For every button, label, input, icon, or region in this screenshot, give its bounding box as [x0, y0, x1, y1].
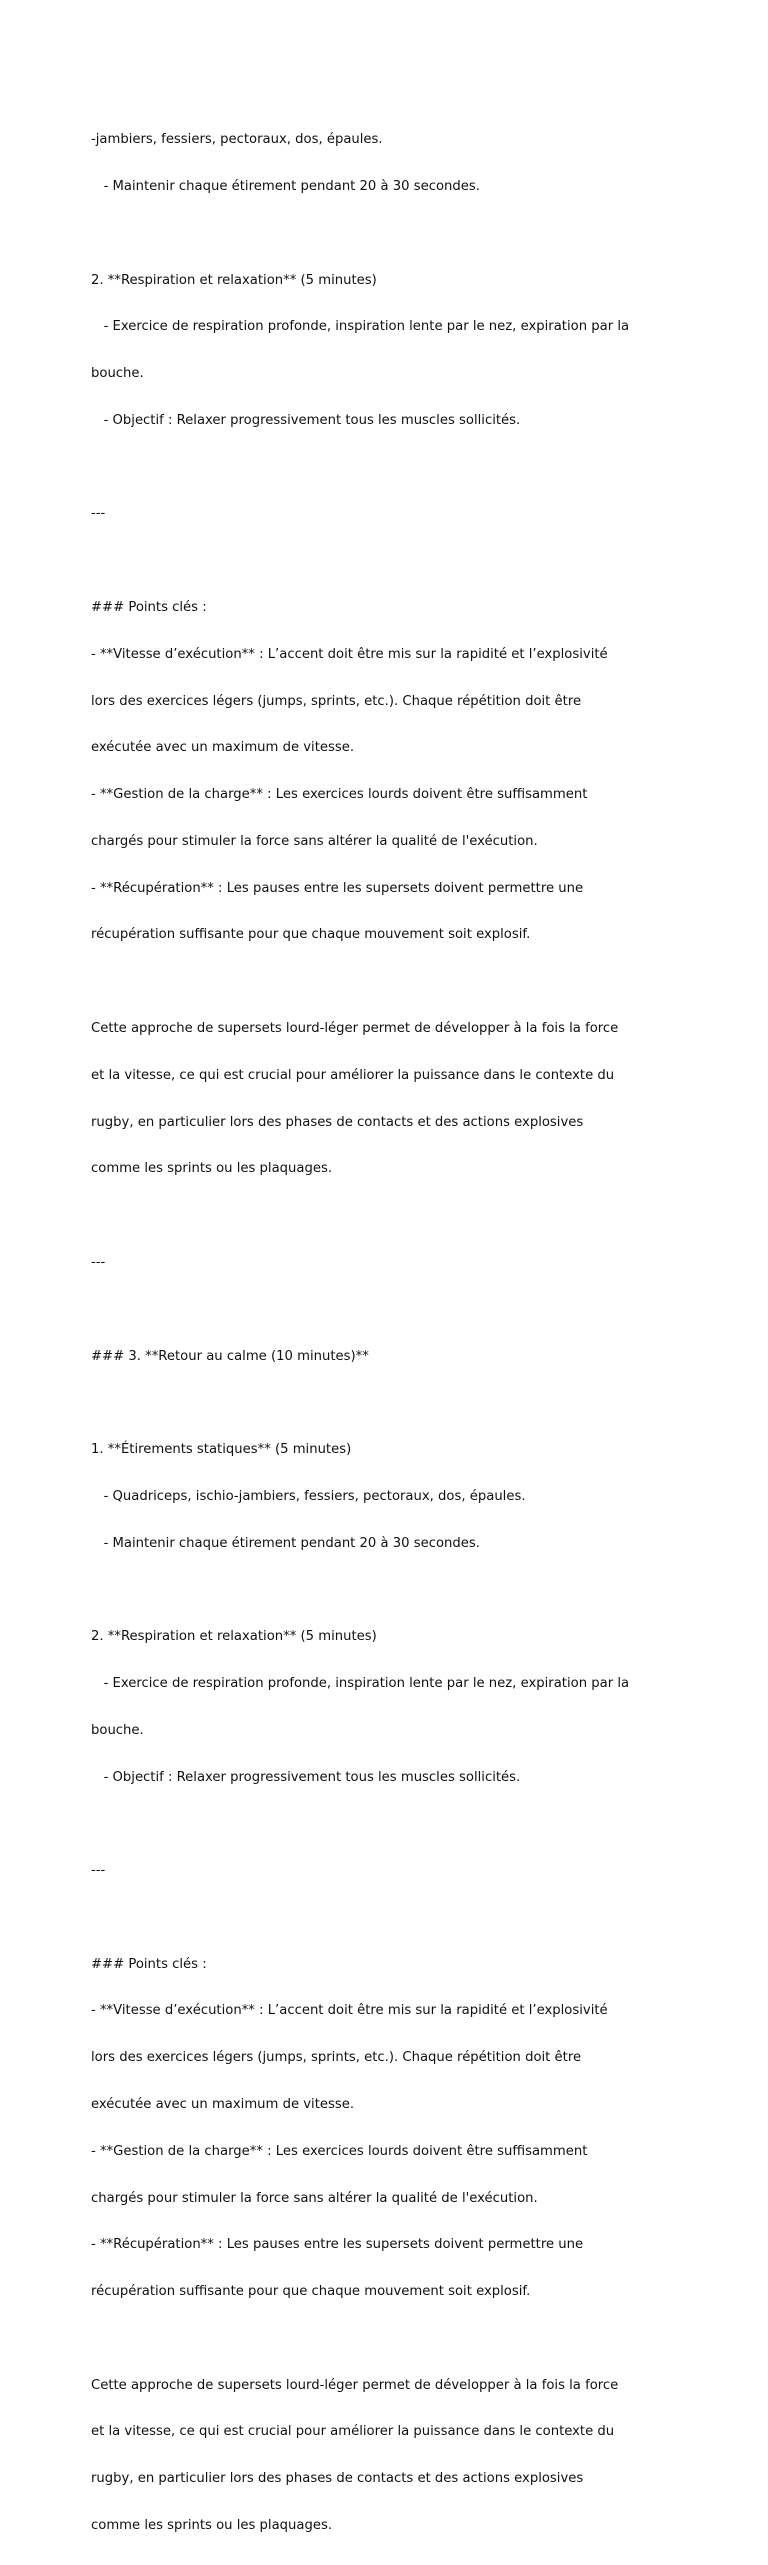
text-line: récupération suffisante pour que chaque mouvement soit explosif. [91, 2284, 531, 2300]
text-line: comme les sprints ou les plaquages. [91, 1161, 333, 1177]
text-line: 2. **Respiration et relaxation** (5 minutes) [91, 1629, 377, 1645]
text-line [91, 1395, 691, 1411]
text-line: Cette approche de supersets lourd-léger permet de développer à la fois la force [91, 2377, 619, 2393]
text-line [91, 1816, 691, 1832]
text-line: - Exercice de respiration profonde, inspiration lente par le nez, expiration par la [91, 319, 630, 335]
text-line: 2. **Respiration et relaxation** (5 minutes) [91, 272, 377, 288]
text-line [91, 2331, 691, 2347]
horizontal-rule-text: --- [91, 1254, 106, 1270]
text-line: - Maintenir chaque étirement pendant 20 à 30 secondes. [91, 178, 480, 194]
text-line: rugby, en particulier lors des phases de contacts et des actions explosives [91, 2471, 584, 2487]
text-line: chargés pour stimuler la force sans altérer la qualité de l'exécution. [91, 2190, 538, 2206]
text-line [91, 226, 691, 242]
text-line: - **Vitesse d’exécution** : L’accent doit être mis sur la rapidité et l’explosivité [91, 646, 608, 662]
text-line: - Objectif : Relaxer progressivement tous les muscles sollicités. [91, 1769, 521, 1785]
text-line: - **Vitesse d’exécution** : L’accent doit être mis sur la rapidité et l’explosivité [91, 2003, 608, 2019]
text-line [91, 1302, 691, 1318]
text-line: et la vitesse, ce qui est crucial pour améliorer la puissance dans le contexte du [91, 1067, 615, 1083]
text-line [91, 1910, 691, 1926]
text-line: - **Gestion de la charge** : Les exercices lourds doivent être suffisamment [91, 2143, 588, 2159]
horizontal-rule-text: --- [91, 1863, 106, 1879]
text-line: Cette approche de supersets lourd-léger permet de développer à la fois la force [91, 1021, 619, 1037]
text-line [91, 460, 691, 476]
text-line: et la vitesse, ce qui est crucial pour améliorer la puissance dans le contexte du [91, 2424, 615, 2440]
text-line [91, 553, 691, 569]
text-line: - **Gestion de la charge** : Les exercices lourds doivent être suffisamment [91, 787, 588, 803]
text-line: bouche. [91, 366, 144, 382]
text-line: - Quadriceps, ischio-jambiers, fessiers, pectoraux, dos, épaules. [91, 1488, 526, 1504]
text-line [91, 974, 691, 990]
section-heading: ### Points clés : [91, 600, 207, 615]
horizontal-rule-text: --- [91, 506, 106, 522]
text-line: comme les sprints ou les plaquages. [91, 2518, 333, 2534]
text-line: exécutée avec un maximum de vitesse. [91, 2097, 355, 2112]
text-line: récupération suffisante pour que chaque mouvement soit explosif. [91, 927, 531, 943]
section-heading: ### Points clés : [91, 1956, 207, 1972]
text-line [91, 1208, 691, 1224]
text-line [91, 1582, 691, 1598]
text-line: - Objectif : Relaxer progressivement tous les muscles sollicités. [91, 412, 521, 428]
document-text-body [91, 101, 691, 2565]
text-line: chargés pour stimuler la force sans altérer la qualité de l'exécution. [91, 833, 538, 849]
text-line: - Exercice de respiration profonde, inspiration lente par le nez, expiration par la [91, 1675, 630, 1691]
text-line: lors des exercices légers (jumps, sprints, etc.). Chaque répétition doit être [91, 2050, 582, 2066]
text-line: 1. **Étirements statiques** (5 minutes) [91, 1442, 352, 1458]
text-line: -jambiers, fessiers, pectoraux, dos, épaules. [91, 132, 383, 148]
text-line: - Maintenir chaque étirement pendant 20 à 30 secondes. [91, 1535, 480, 1551]
text-line: rugby, en particulier lors des phases de contacts et des actions explosives [91, 1114, 584, 1130]
text-line: - **Récupération** : Les pauses entre les supersets doivent permettre une [91, 2237, 584, 2253]
text-line: lors des exercices légers (jumps, sprints, etc.). Chaque répétition doit être [91, 693, 582, 709]
text-line: exécutée avec un maximum de vitesse. [91, 740, 355, 756]
section-heading: ### 3. **Retour au calme (10 minutes)** [91, 1348, 369, 1364]
text-line: bouche. [91, 1722, 144, 1738]
text-line: - **Récupération** : Les pauses entre les supersets doivent permettre une [91, 880, 584, 896]
